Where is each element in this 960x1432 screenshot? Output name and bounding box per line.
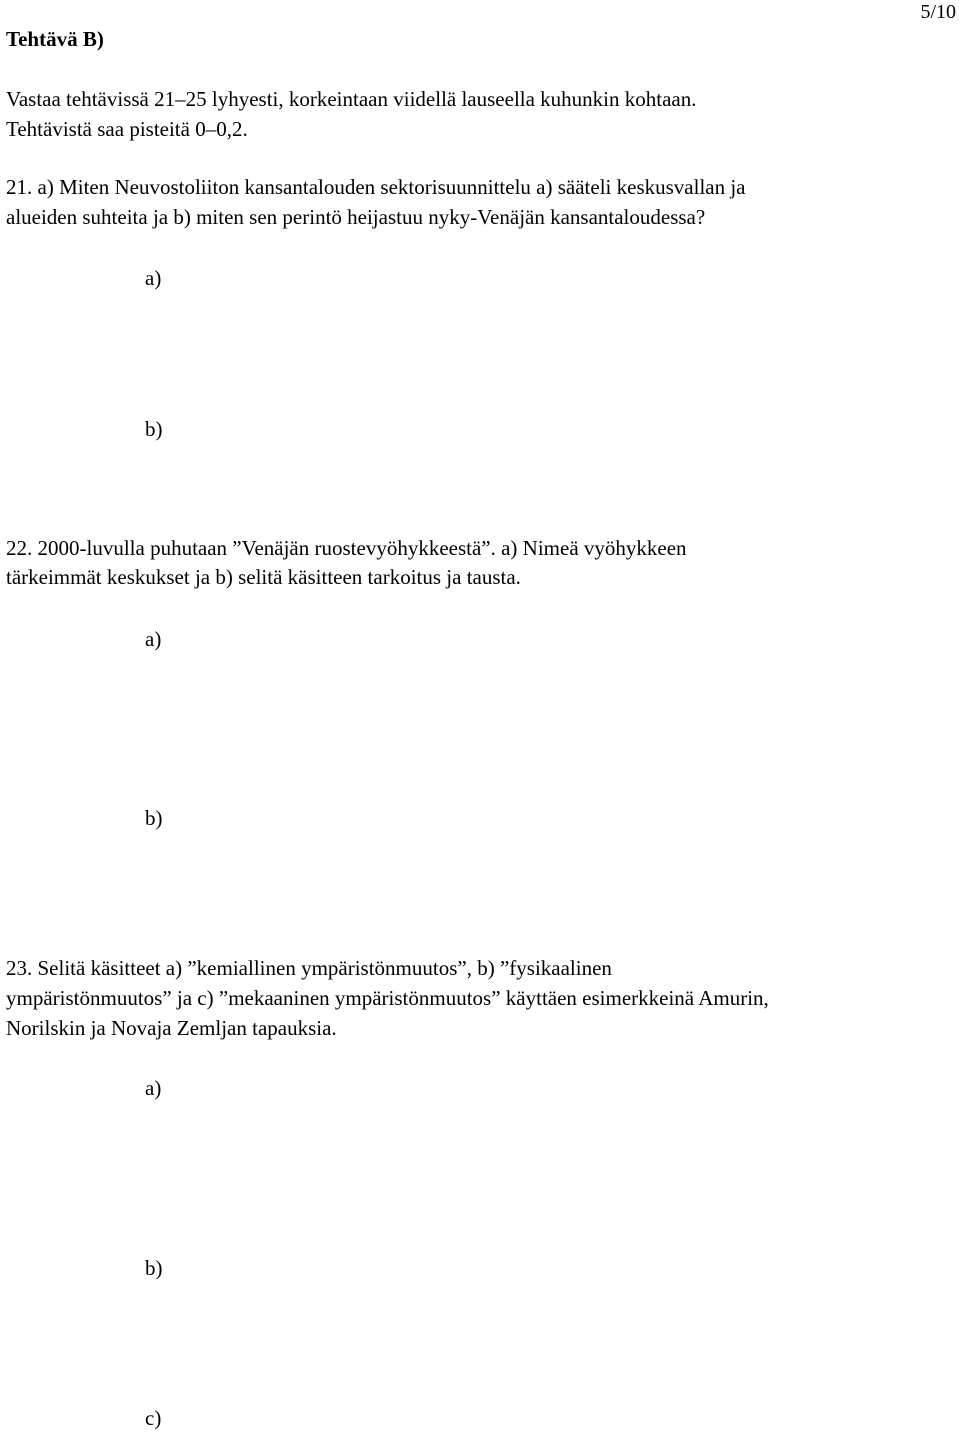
answer-label-a: a) bbox=[145, 627, 162, 651]
question-text-line: 21. a) Miten Neuvostoliiton kansantalouden sektorisuunnittelu a) sääteli keskusvallan ja bbox=[6, 175, 746, 199]
question-text-line: tärkeimmät keskukset ja b) selitä käsitteen tarkoitus ja tausta. bbox=[6, 565, 521, 589]
answer-label-c: c) bbox=[145, 1406, 162, 1430]
answer-label-a: a) bbox=[145, 266, 162, 290]
answer-label-b: b) bbox=[145, 806, 163, 830]
answer-label-b: b) bbox=[145, 417, 163, 441]
instruction-line: Tehtävistä saa pisteitä 0–0,2. bbox=[6, 117, 248, 141]
answer-label-b: b) bbox=[145, 1256, 163, 1280]
section-title: Tehtävä B) bbox=[6, 27, 104, 51]
question-text-line: 23. Selitä käsitteet a) ”kemiallinen ympäristönmuutos”, b) ”fysikaalinen bbox=[6, 956, 612, 980]
question-text-line: ympäristönmuutos” ja c) ”mekaaninen ympäristönmuutos” käyttäen esimerkkeinä Amurin, bbox=[6, 986, 769, 1010]
question-text-line: alueiden suhteita ja b) miten sen perintö heijastuu nyky-Venäjän kansantaloudessa? bbox=[6, 205, 706, 229]
answer-label-a: a) bbox=[145, 1076, 162, 1100]
question-text-line: Norilskin ja Novaja Zemljan tapauksia. bbox=[6, 1016, 337, 1040]
question-text-line: 22. 2000-luvulla puhutaan ”Venäjän ruostevyöhykkeestä”. a) Nimeä vyöhykkeen bbox=[6, 536, 687, 560]
page-number: 5/10 bbox=[920, 1, 956, 23]
instruction-line: Vastaa tehtävissä 21–25 lyhyesti, korkeintaan viidellä lauseella kuhunkin kohtaan. bbox=[6, 87, 697, 111]
